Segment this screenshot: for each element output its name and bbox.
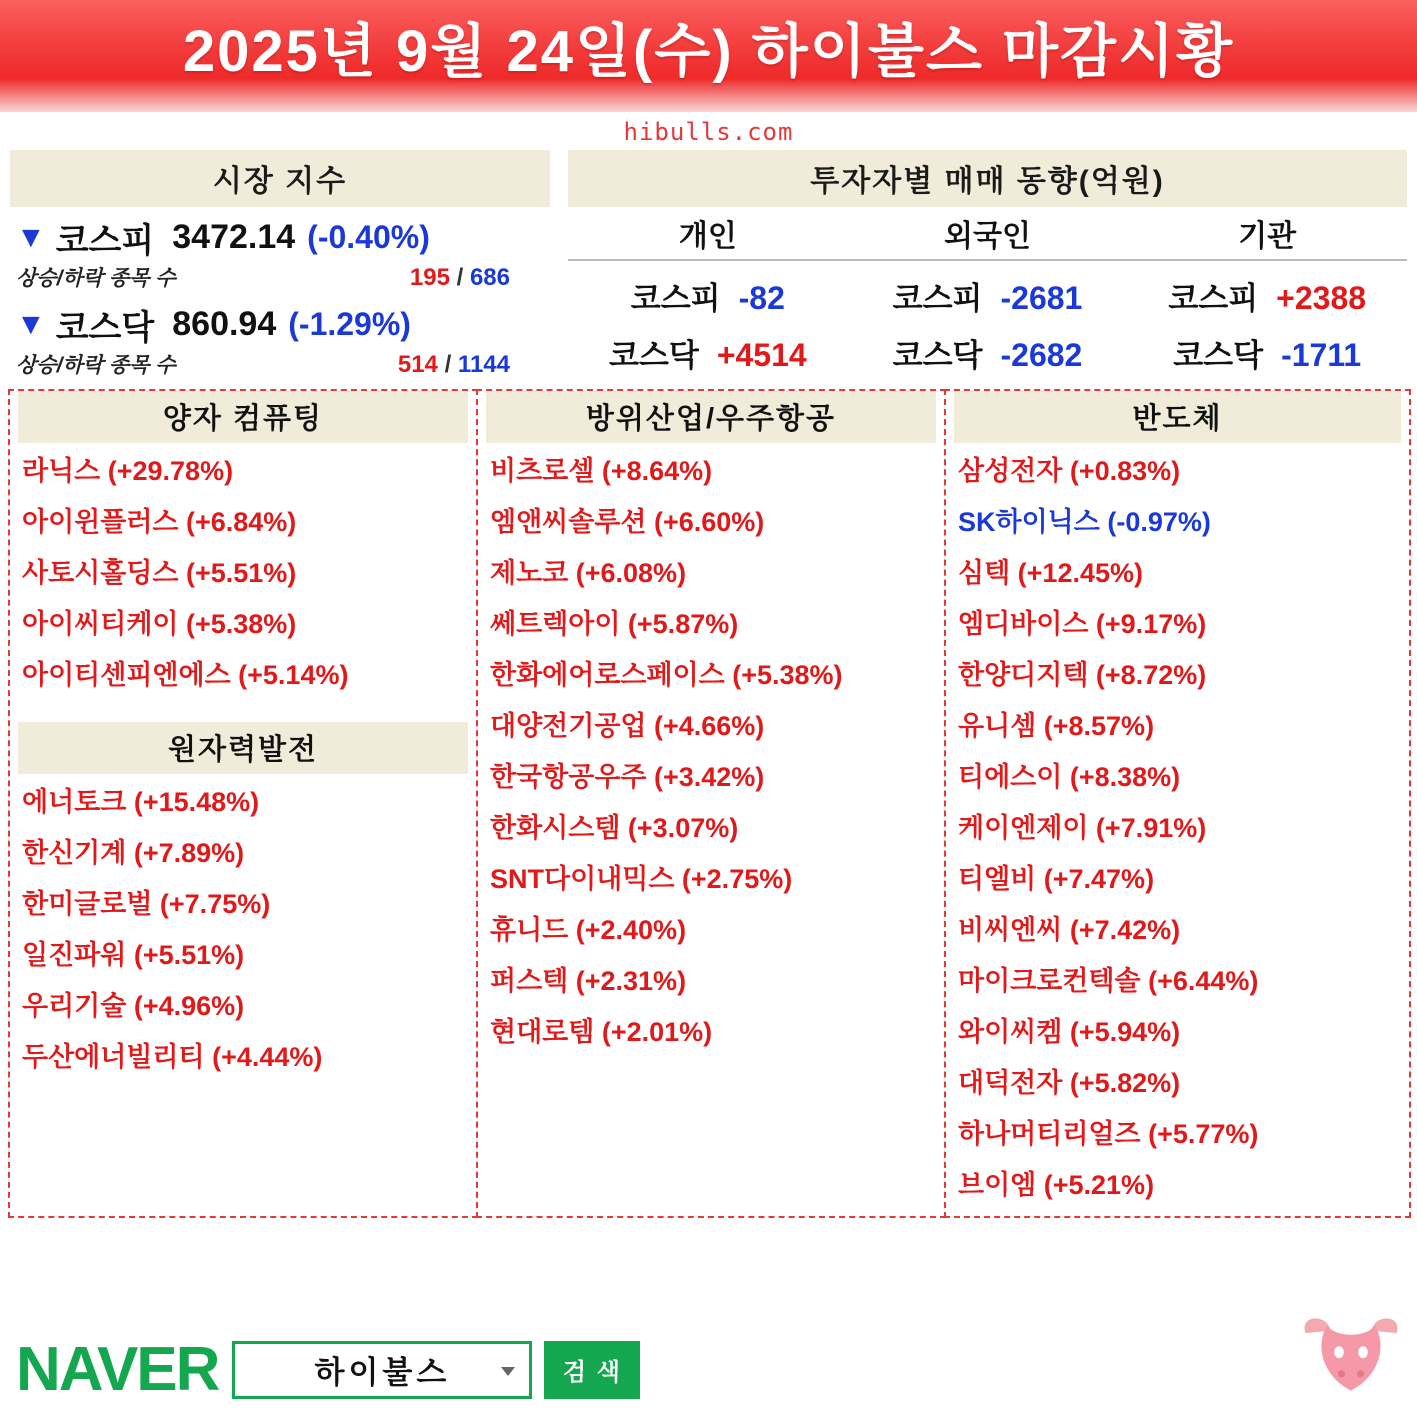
list-item: 심텍 (+12.45%) [958, 558, 1143, 588]
list-item: 한양디지텍 (+8.72%) [958, 660, 1207, 690]
kosdaq-label: 코스닥 [55, 309, 155, 347]
kospi-breadth-values [410, 264, 544, 292]
market-label: 코스피 [630, 281, 721, 316]
list-item: 우리기술 (+4.96%) [22, 991, 245, 1021]
list-item: 두산에너빌리티 (+4.44%) [22, 1042, 323, 1072]
list-item: 마이크로컨텍솔 (+6.44%) [958, 966, 1259, 996]
list-item: 브이엠 (+5.21%) [958, 1170, 1155, 1200]
market-amount: -2681 [1000, 280, 1083, 316]
header-banner [0, 0, 1417, 112]
kospi-breadth [10, 262, 550, 294]
list-item: 휴니드 (+2.40%) [490, 915, 687, 945]
kospi-row [10, 207, 550, 262]
list-item: 한미글로벌 (+7.75%) [22, 889, 271, 919]
page-title: 2025년 9월 24일(수) 하이불스 마감시황 [182, 19, 1235, 84]
search-button[interactable]: 검 색 [544, 1341, 640, 1399]
kosdaq-breadth-values [398, 351, 544, 379]
kosdaq-value: 860.94 [172, 305, 277, 343]
list-item: 아이티센피엔에스 (+5.14%) [22, 660, 349, 690]
down-arrow-icon: ▼ [16, 307, 46, 341]
search-query-text: 하이불스 [314, 1355, 451, 1390]
list-item: 티에스이 (+8.38%) [958, 762, 1181, 792]
kospi-label: 코스피 [55, 222, 155, 260]
list-item: 엠디바이스 (+9.17%) [958, 609, 1207, 639]
market-label: 코스닥 [1173, 338, 1264, 373]
list-item: 한신기계 (+7.89%) [22, 838, 245, 868]
list-item: 일진파워 (+5.51%) [22, 940, 245, 970]
list-item: 비씨엔씨 (+7.42%) [958, 915, 1181, 945]
section-heading-semiconductor: 반도체 [954, 391, 1401, 443]
list-item: 퍼스텍 (+2.31%) [490, 966, 687, 996]
market-label: 코스피 [1168, 281, 1259, 316]
investor-column-institution: 기관 [1238, 220, 1297, 253]
list-item: 라닉스 (+29.78%) [22, 456, 234, 486]
list-item: 에너토크 (+15.48%) [22, 787, 260, 817]
column-semiconductor [944, 389, 1411, 1218]
search-input[interactable] [232, 1341, 532, 1399]
kosdaq-change: (-1.29%) [288, 306, 411, 342]
kosdaq-breadth-separator: / [444, 351, 452, 378]
list-item: SNT다이내믹스 (+2.75%) [490, 864, 793, 894]
naver-search-bar [16, 1334, 640, 1405]
investor-row-kospi [568, 273, 1407, 318]
market-label: 코스피 [892, 281, 983, 316]
investor-row-kosdaq [568, 330, 1407, 375]
kosdaq-breadth-label: 상승/하락 종목 수 [16, 354, 176, 377]
list-item: 유니셈 (+8.57%) [958, 711, 1155, 741]
market-label: 코스닥 [608, 338, 699, 373]
market-amount: +2388 [1276, 280, 1367, 316]
list-item: 케이엔제이 (+7.91%) [958, 813, 1207, 843]
investor-cell [568, 330, 848, 375]
market-index-heading: 시장 지수 [10, 150, 550, 207]
column-defense [476, 389, 946, 1218]
list-item: 쎄트렉아이 (+5.87%) [490, 609, 739, 639]
top-panels [0, 150, 1417, 381]
section-heading-defense: 방위산업/우주항공 [486, 391, 936, 443]
market-amount: -2682 [1000, 337, 1083, 373]
list-item: 엠앤씨솔루션 (+6.60%) [490, 507, 765, 537]
kosdaq-decliners: 1144 [457, 351, 510, 378]
list-item: 한화시스템 (+3.07%) [490, 813, 739, 843]
list-item: 삼성전자 (+0.83%) [958, 456, 1181, 486]
investor-cell [848, 330, 1128, 375]
list-item: 제노코 (+6.08%) [490, 558, 687, 588]
list-item: 하나머티리얼즈 (+5.77%) [958, 1119, 1259, 1149]
list-item: 대양전기공업 (+4.66%) [490, 711, 765, 741]
market-amount: +4514 [716, 337, 807, 373]
list-item: 한국항공우주 (+3.42%) [490, 762, 765, 792]
section-heading-nuclear: 원자력발전 [18, 722, 468, 774]
market-amount: -82 [738, 280, 785, 316]
site-url: hibulls.com [623, 118, 794, 146]
list-item: SK하이닉스 (-0.97%) [958, 507, 1211, 537]
kosdaq-row [10, 294, 550, 349]
kospi-breadth-label: 상승/하락 종목 수 [16, 267, 176, 290]
investor-cell [568, 273, 848, 318]
list-item: 한화에어로스페이스 (+5.38%) [490, 660, 843, 690]
chevron-down-icon[interactable] [501, 1367, 515, 1376]
column-quantum-nuclear [8, 389, 478, 1218]
naver-logo: NAVER [16, 1335, 219, 1404]
list-item: 사토시홀딩스 (+5.51%) [22, 558, 297, 588]
kospi-change: (-0.40%) [307, 219, 430, 255]
list-item: 현대로템 (+2.01%) [490, 1017, 713, 1047]
investor-columns [568, 211, 1407, 261]
investor-flow-heading: 투자자별 매매 동향(억원) [568, 150, 1407, 207]
list-item: 대덕전자 (+5.82%) [958, 1068, 1181, 1098]
kospi-value: 3472.14 [172, 218, 296, 256]
section-spacer [10, 698, 476, 712]
theme-columns [0, 381, 1417, 1218]
investor-cell [1127, 273, 1407, 318]
down-arrow-icon: ▼ [16, 220, 46, 254]
kospi-decliners: 686 [469, 264, 510, 291]
bull-mascot-icon [1291, 1297, 1411, 1417]
kosdaq-advancers: 514 [397, 351, 438, 378]
investor-cell [848, 273, 1128, 318]
investor-column-foreign: 외국인 [944, 220, 1031, 253]
kospi-advancers: 195 [409, 264, 450, 291]
list-item: 와이씨켐 (+5.94%) [958, 1017, 1181, 1047]
investor-flow-panel [568, 150, 1407, 381]
kosdaq-breadth [10, 349, 550, 381]
section-heading-quantum: 양자 컴퓨팅 [18, 391, 468, 443]
investor-cell [1127, 330, 1407, 375]
kospi-breadth-separator: / [456, 264, 464, 291]
investor-column-individual: 개인 [678, 220, 737, 253]
market-label: 코스닥 [892, 338, 983, 373]
market-index-panel [10, 150, 550, 381]
list-item: 티엘비 (+7.47%) [958, 864, 1155, 894]
list-item: 아이씨티케이 (+5.38%) [22, 609, 297, 639]
list-item: 비츠로셀 (+8.64%) [490, 456, 713, 486]
list-item: 아이윈플러스 (+6.84%) [22, 507, 297, 537]
market-amount: -1711 [1281, 337, 1362, 373]
